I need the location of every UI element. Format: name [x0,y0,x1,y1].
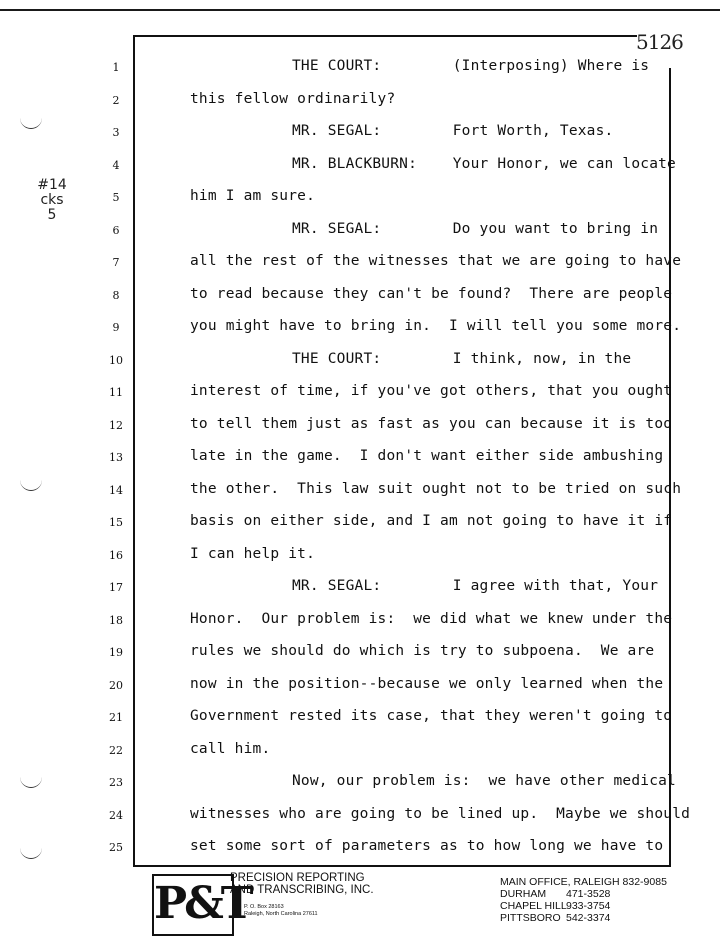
line-number: 11 [109,386,123,399]
transcript-line: MR. SEGAL: I agree with that, Your [292,578,659,594]
transcript-line: witnesses who are going to be lined up. Maybe we should [190,805,691,822]
line-number: 8 [112,288,120,302]
address-line: Raleigh, North Carolina 27611 [244,911,318,917]
firm-name-line: PRECISION REPORTING [230,872,365,884]
line-number: 10 [109,353,123,367]
line-number: 18 [109,613,123,627]
office-row [500,876,667,888]
reporter-footer [150,872,690,932]
office-name: PITTSBORO [500,912,561,924]
office-row [500,912,667,924]
margin-tick-mark [20,480,42,491]
office-phone: 933-3754 [566,900,611,912]
margin-tick-mark [20,777,42,788]
firm-address [244,904,318,918]
line-number: 4 [112,158,120,172]
top-rule [0,9,720,11]
line-number: 25 [109,841,123,854]
transcript-line: MR. SEGAL: Fort Worth, Texas. [292,123,614,139]
margin-note [34,178,70,223]
transcript-line: set some sort of parameters as to how long we have to [190,838,664,854]
company-logo: P&T [152,874,234,936]
line-number: 17 [109,581,123,594]
transcript-line: THE COURT: I think, now, in the [292,350,632,367]
transcript-line: you might have to bring in. I will tell you some more. [190,318,682,334]
transcript-line: rules we should do which is try to subpoena. We are [190,643,655,659]
line-number: 16 [109,548,123,562]
office-list [500,876,667,924]
transcript-line: all the rest of the witnesses that we are going to have [190,253,682,269]
line-number: 22 [109,743,123,757]
line-number: 12 [109,418,123,432]
margin-note-line: cks [40,192,64,208]
office-row [500,888,667,900]
line-number: 21 [109,711,123,724]
line-number: 13 [109,451,123,464]
transcript-line: I can help it. [190,545,316,562]
line-number: 2 [112,93,120,107]
line-number: 3 [112,126,120,139]
line-number: 20 [109,678,123,692]
transcript-line: to tell them just as fast as you can because it is too [190,415,673,432]
transcript-line: him I am sure. [190,188,316,204]
margin-note-line: #14 [37,177,67,193]
line-number: 9 [112,321,120,334]
line-number: 24 [109,808,123,822]
frame-left-border [133,35,135,867]
transcript-line: interest of time, if you've got others, that you ought [190,383,673,399]
line-number: 6 [112,223,120,237]
office-row [500,900,667,912]
firm-name [230,872,374,896]
line-number: 1 [112,61,120,74]
transcript-line: Now, our problem is: we have other medical [292,773,676,789]
frame-right-border [669,68,671,866]
margin-note-line: 5 [47,207,57,223]
transcript-line: basis on either side, and I am not going to have it if [190,513,673,529]
frame-bottom-border [133,865,671,867]
transcript-line: the other. This law suit ought not to be tried on such [190,480,682,497]
transcript-line: this fellow ordinarily? [190,90,396,107]
page-number: 5126 [636,30,683,54]
office-name: DURHAM [500,888,547,900]
transcript-line: MR. BLACKBURN: Your Honor, we can locate [292,155,676,172]
transcript-line: Government rested its case, that they weren't going to [190,708,673,724]
office-phone: 832-9085 [622,876,667,888]
firm-name-line: AND TRANSCRIBING, INC. [230,884,374,896]
margin-tick-mark [20,118,42,129]
address-line: P. O. Box 28163 [244,904,284,910]
transcript-line: to read because they can't be found? There are people [190,285,673,302]
office-name: MAIN OFFICE, RALEIGH [500,876,620,888]
line-number: 19 [109,646,123,659]
transcript-line: Honor. Our problem is: we did what we knew under the [190,610,673,627]
transcript-line: now in the position--because we only learned when the [190,675,664,692]
line-number: 7 [112,256,120,269]
frame-top-border [133,35,637,37]
transcript-line: call him. [190,740,271,757]
transcript-line: MR. SEGAL: Do you want to bring in [292,220,659,237]
line-number: 23 [109,776,123,789]
office-name: CHAPEL HILL [500,900,567,912]
transcript-line: late in the game. I don't want either side ambushing [190,448,664,464]
line-number: 14 [109,483,123,497]
office-phone: 542-3374 [566,912,611,924]
transcript-line: THE COURT: (Interposing) Where is [292,58,650,74]
office-phone: 471-3528 [566,888,611,900]
line-number: 15 [109,516,123,529]
margin-tick-mark [20,848,42,859]
line-number: 5 [112,191,120,204]
